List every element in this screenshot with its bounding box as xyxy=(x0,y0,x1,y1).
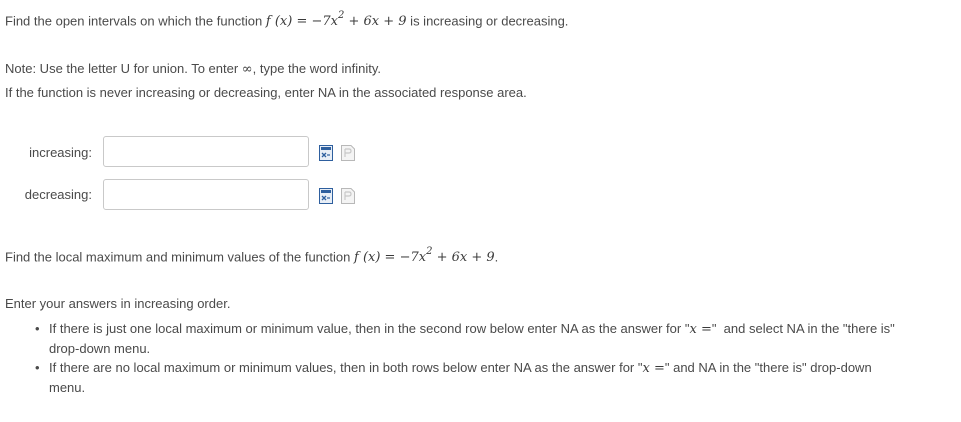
function-term-rest: + 6x + 9 xyxy=(344,14,407,30)
decreasing-label: decreasing: xyxy=(24,187,92,202)
prompt-period: . xyxy=(494,249,499,265)
function-lhs: f (x) xyxy=(265,14,293,30)
function-term: −7x xyxy=(311,14,338,30)
list-item xyxy=(35,319,935,358)
prompt-text-end: is increasing or decreasing. xyxy=(406,13,569,29)
prompt-text: Find the open intervals on which the function xyxy=(5,13,266,29)
bullet-text-line2: drop-down menu. xyxy=(49,341,151,356)
function-equals: = xyxy=(380,250,400,266)
equation-editor-icon[interactable] xyxy=(319,145,333,161)
decreasing-input[interactable] xyxy=(103,179,309,210)
bullet-text-end: " and NA in the "there is" drop-down xyxy=(664,360,872,375)
function-term-rest: + 6x + 9 xyxy=(432,250,495,266)
bullet-text: If there are no local maximum or minimum values, then in both rows below enter NA as the answer for " xyxy=(49,360,643,375)
function-exponent: 2 xyxy=(337,10,345,21)
union-note xyxy=(5,61,381,77)
function-expression xyxy=(354,246,495,266)
preview-icon[interactable] xyxy=(341,145,355,161)
function-term: −7x xyxy=(399,250,427,266)
bullet-text: If there is just one local maximum or minimum value, then in the second row below enter NA as the answer for " xyxy=(49,321,690,336)
variable-x: x xyxy=(689,322,697,337)
note-text-end: , type the word infinity. xyxy=(252,61,381,76)
preview-icon[interactable] xyxy=(341,188,355,204)
function-lhs: f (x) xyxy=(354,250,381,266)
question-prompt-intervals xyxy=(5,12,568,29)
increasing-label: increasing: xyxy=(29,145,92,160)
equals-sign: = xyxy=(696,322,712,337)
list-item xyxy=(35,358,935,397)
function-equals: = xyxy=(292,14,312,30)
equals-sign: = xyxy=(649,361,665,376)
function-exponent: 2 xyxy=(426,246,433,257)
increasing-input[interactable] xyxy=(103,136,309,167)
bullet-text-end: " and select NA in the "there is" xyxy=(711,321,895,336)
bullet-text-line2: menu. xyxy=(49,380,86,395)
question-prompt-extrema xyxy=(5,248,498,265)
order-note: Enter your answers in increasing order. xyxy=(5,296,231,311)
note-text: Note: Use the letter U for union. To enter xyxy=(5,61,242,76)
function-expression xyxy=(265,10,407,30)
prompt-text: Find the local maximum and minimum values of the function xyxy=(5,249,354,265)
infinity-symbol: ∞ xyxy=(241,62,253,77)
equation-editor-icon[interactable] xyxy=(319,188,333,204)
never-note: If the function is never increasing or decreasing, enter NA in the associated response area. xyxy=(5,85,527,100)
instructions-list xyxy=(35,319,935,397)
variable-x: x xyxy=(642,361,650,376)
